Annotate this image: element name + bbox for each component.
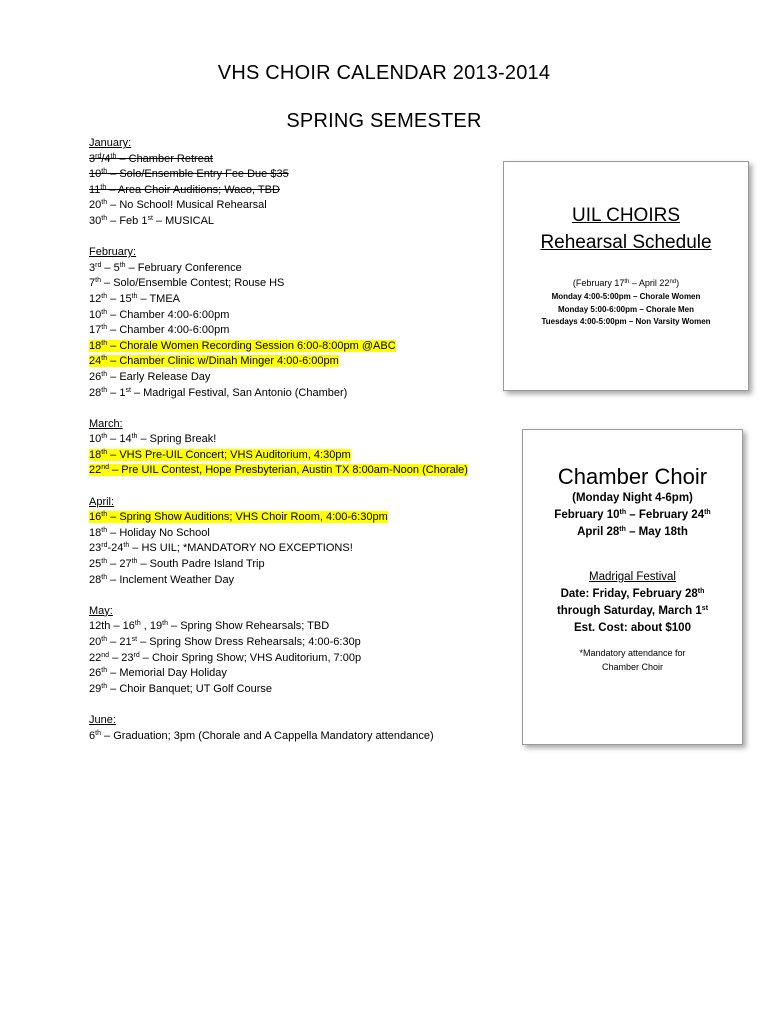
- calendar-event: [89, 261, 499, 277]
- calendar-event: [89, 386, 499, 402]
- calendar-event-text: 17th – Chamber 4:00-6:00pm: [89, 324, 230, 337]
- uil-schedule-lines: [504, 291, 748, 329]
- calendar-event: [89, 292, 499, 308]
- calendar-event: [89, 666, 499, 682]
- uil-title-line2: Rehearsal Schedule: [540, 232, 712, 253]
- uil-schedule-line: Tuesdays 4:00-5:00pm – Non Varsity Women: [541, 317, 711, 326]
- madrigal-date-1: Date: Friday, February 28th: [560, 588, 705, 600]
- calendar-event: [89, 729, 499, 745]
- calendar-event-text: 28th – Inclement Weather Day: [89, 573, 235, 586]
- calendar-event: [89, 152, 499, 168]
- calendar-event: [89, 448, 499, 464]
- calendar-event: [89, 526, 499, 542]
- month-heading: January:: [89, 137, 132, 149]
- uil-schedule-line: Monday 4:00-5:00pm – Chorale Women: [551, 292, 701, 301]
- chamber-dates-2: April 28th – May 18th: [577, 526, 688, 538]
- page-title: VHS CHOIR CALENDAR 2013-2014: [217, 62, 551, 84]
- calendar-event: [89, 619, 499, 635]
- calendar-event-text: 10th – Solo/Ensemble Entry Fee Due $35: [89, 168, 289, 181]
- calendar-event: [89, 323, 499, 339]
- calendar-event-text: 16th – Spring Show Auditions; VHS Choir Room, 4:00-6:30pm: [89, 511, 388, 524]
- calendar-event: [89, 308, 499, 324]
- month-heading: May:: [89, 604, 113, 617]
- calendar-event-text: 20th – No School! Musical Rehearsal: [89, 199, 267, 212]
- calendar-event-text: 10th – Chamber 4:00-6:00pm: [89, 308, 230, 321]
- chamber-dates-1: February 10th – February 24th: [554, 509, 711, 521]
- calendar-event-text: 7th – Solo/Ensemble Contest; Rouse HS: [89, 277, 285, 290]
- calendar-event-text: 12th – 16th , 19th – Spring Show Rehearsals; TBD: [89, 620, 330, 633]
- calendar-event: [89, 635, 499, 651]
- calendar-list: [89, 136, 499, 744]
- month-heading: June:: [89, 713, 116, 726]
- uil-title: [504, 202, 748, 256]
- month-heading: February:: [89, 246, 137, 259]
- calendar-event: [89, 557, 499, 573]
- month-heading: March:: [89, 417, 123, 430]
- page-subtitle: SPRING SEMESTER: [286, 110, 482, 132]
- calendar-event-text: 24th – Chamber Clinic w/Dinah Minger 4:00-6:00pm: [89, 355, 339, 368]
- calendar-event: [89, 510, 499, 526]
- mandatory-note-line1: *Mandatory attendance for: [579, 648, 686, 658]
- calendar-event-text: 11th – Area Choir Auditions; Waco, TBD: [89, 183, 280, 196]
- calendar-event: [89, 276, 499, 292]
- uil-schedule-line: Monday 5:00-6:00pm – Chorale Men: [557, 304, 695, 314]
- calendar-event-text: 26th – Memorial Day Holiday: [89, 667, 227, 680]
- calendar-event: [89, 370, 499, 386]
- calendar-event-text: 22nd – 23rd – Choir Spring Show; VHS Auditorium, 7:00p: [89, 651, 362, 664]
- calendar-event-text: 23rd-24th – HS UIL; *MANDATORY NO EXCEPTIONS!: [89, 542, 353, 555]
- madrigal-heading: Madrigal Festival: [589, 571, 676, 583]
- chamber-time: (Monday Night 4-6pm): [572, 492, 693, 504]
- mandatory-note: [523, 647, 742, 674]
- calendar-event-text: 25th – 27th – South Padre Island Trip: [89, 558, 265, 571]
- calendar-event: [89, 432, 499, 448]
- madrigal-date-2: through Saturday, March 1st: [556, 605, 709, 617]
- uil-choirs-box: [503, 161, 749, 391]
- calendar-event-text: 3rd – 5th – February Conference: [89, 261, 242, 274]
- calendar-event: [89, 651, 499, 667]
- mandatory-note-line2: Chamber Choir: [601, 661, 664, 672]
- calendar-event-text: 18th – Chorale Women Recording Session 6:00-8:00pm @ABC: [89, 339, 396, 352]
- calendar-event: [89, 573, 499, 589]
- calendar-event-text: 29th – Choir Banquet; UT Golf Course: [89, 682, 272, 695]
- uil-title-line1: UIL CHOIRS: [571, 205, 681, 226]
- calendar-event: [89, 541, 499, 557]
- calendar-event: [89, 198, 499, 214]
- calendar-event: [89, 183, 499, 199]
- calendar-event: [89, 339, 499, 355]
- calendar-event-text: 18th – Holiday No School: [89, 526, 210, 539]
- calendar-event-text: 10th – 14th – Spring Break!: [89, 433, 217, 446]
- calendar-event-text: 26th – Early Release Day: [89, 370, 211, 383]
- calendar-event-text: 28th – 1st – Madrigal Festival, San Antonio (Chamber): [89, 386, 348, 399]
- calendar-event: [89, 682, 499, 698]
- calendar-event-text: 3rd/4th – Chamber Retreat: [89, 152, 213, 165]
- calendar-event-text: 22nd – Pre UIL Contest, Hope Presbyterian, Austin TX 8:00am-Noon (Chorale): [89, 464, 468, 477]
- calendar-event-text: 30th – Feb 1st – MUSICAL: [89, 214, 215, 227]
- chamber-choir-box: [522, 429, 743, 745]
- calendar-event-text: 12th – 15th – TMEA: [89, 292, 180, 305]
- calendar-event-text: 6th – Graduation; 3pm (Chorale and A Cappella Mandatory attendance): [89, 729, 434, 742]
- month-heading: April:: [89, 495, 115, 508]
- calendar-event: [89, 167, 499, 183]
- calendar-event: [89, 354, 499, 370]
- calendar-event-text: 20th – 21st – Spring Show Dress Rehearsals; 4:00-6:30p: [89, 636, 361, 648]
- chamber-title: Chamber Choir: [557, 464, 708, 489]
- calendar-event-text: 18th – VHS Pre-UIL Concert; VHS Auditorium, 4:30pm: [89, 448, 351, 461]
- uil-date-range: (February 17th – April 22nd): [572, 278, 680, 288]
- calendar-event: [89, 214, 499, 230]
- madrigal-cost: Est. Cost: about $100: [574, 622, 691, 634]
- calendar-event: [89, 463, 499, 479]
